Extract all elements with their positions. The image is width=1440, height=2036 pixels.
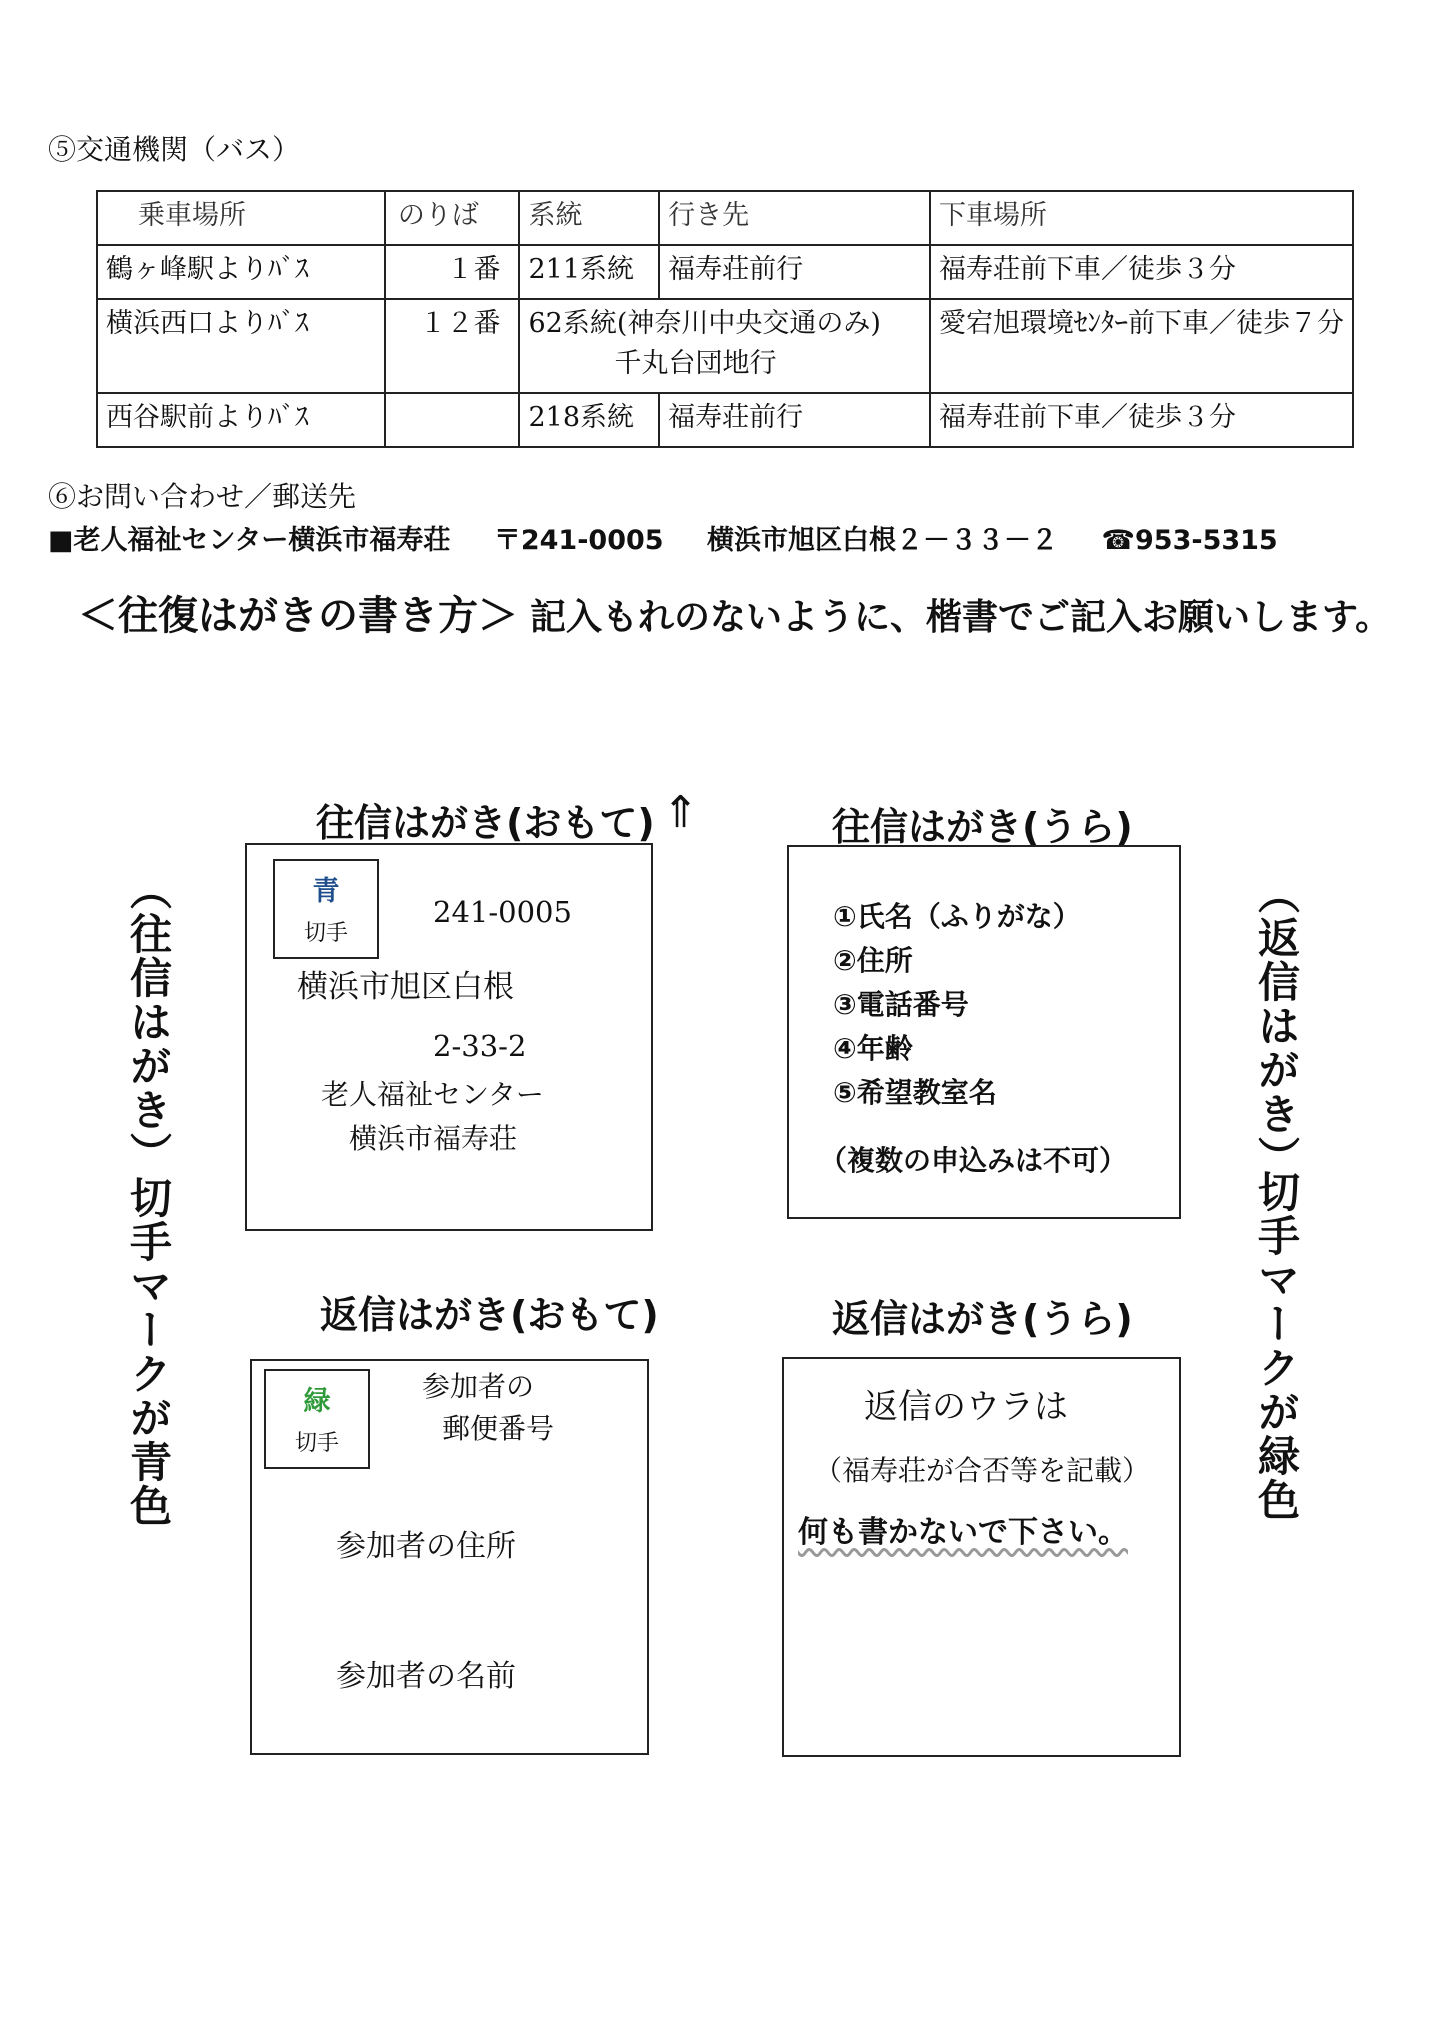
stamp-box-blue [273, 859, 379, 959]
row-bay [385, 393, 520, 447]
row-stop: 横浜西口よりﾊﾞｽ [97, 299, 385, 393]
table-row [97, 299, 1353, 393]
row-route: 62系統(神奈川中央交通のみ) [528, 308, 881, 339]
side-left-line1: （往信はがき） [124, 868, 173, 1176]
section5-heading: ⑤交通機関（バス） [48, 133, 301, 166]
list-item: ②住所 [833, 944, 913, 977]
side-right-line2: 切手マークが緑色 [1252, 1170, 1301, 1522]
contact-line [48, 518, 1278, 557]
row-stop: 西谷駅前よりﾊﾞｽ [97, 393, 385, 447]
row-destination: 福寿荘前行 [659, 245, 930, 299]
row-alight: 愛宕旭環境ｾﾝﾀｰ前下車／徒歩７分 [930, 299, 1353, 393]
row-alight: 福寿荘前下車／徒歩３分 [930, 245, 1353, 299]
outgoing-back-label: 往信はがき(うら) [832, 805, 1133, 849]
contact-postal: 〒241-0005 [493, 525, 664, 556]
section6-heading: ⑥お問い合わせ／郵送先 [48, 480, 357, 513]
reply-front-card [250, 1359, 649, 1755]
contact-org: ■老人福祉センター横浜市福寿荘 [48, 525, 451, 556]
table-row [97, 393, 1353, 447]
list-item: ④年齢 [833, 1032, 913, 1065]
row-bay: １２番 [385, 299, 520, 393]
reply-back-card [782, 1357, 1181, 1757]
outgoing-back-note: （複数の申込みは不可） [819, 1144, 1128, 1177]
stamp-color-label: 緑 [303, 1386, 331, 1417]
row-alight: 福寿荘前下車／徒歩３分 [930, 393, 1353, 447]
table-row [97, 245, 1353, 299]
participant-address: 参加者の住所 [336, 1529, 516, 1564]
row-route-destination [519, 299, 930, 393]
row-stop: 鶴ヶ峰駅よりﾊﾞｽ [97, 245, 385, 299]
row-destination: 福寿荘前行 [659, 393, 930, 447]
stamp-label: 切手 [294, 1431, 339, 1456]
side-left-line2: 切手マークが青色 [124, 1176, 173, 1528]
recipient-address1: 横浜市旭区白根 [297, 969, 514, 1005]
header-destination: 行き先 [659, 191, 930, 245]
outgoing-back-card [787, 845, 1181, 1219]
header-alight: 下車場所 [930, 191, 1353, 245]
turn-arrow-icon: ⇓ [662, 784, 699, 835]
recipient-postal: 241-0005 [433, 895, 572, 929]
outgoing-front-label: 往信はがき(おもて) [316, 801, 655, 845]
howto-subtitle: 記入もれのないように、楷書でご記入お願いします。 [530, 597, 1392, 638]
table-header-row [97, 191, 1353, 245]
reply-back-label: 返信はがき(うら) [832, 1297, 1133, 1341]
howto-title [78, 584, 1391, 641]
reply-front-label: 返信はがき(おもて) [320, 1293, 659, 1337]
recipient-address2: 2-33-2 [433, 1029, 527, 1063]
contact-address: 横浜市旭区白根２－３３－２ [706, 525, 1058, 556]
participant-name: 参加者の名前 [336, 1659, 516, 1694]
stamp-label: 切手 [303, 921, 348, 946]
howto-main-title: ＜往復はがきの書き方＞ [78, 593, 518, 639]
participant-postal-line1: 参加者の [422, 1370, 535, 1403]
list-item: ⑤希望教室名 [833, 1076, 997, 1109]
contact-phone: ☎953-5315 [1101, 525, 1278, 556]
row-route: 211系統 [519, 245, 659, 299]
header-route: 系統 [519, 191, 659, 245]
recipient-name1: 老人福祉センター [321, 1078, 544, 1111]
row-bay: １番 [385, 245, 520, 299]
header-bay: のりば [385, 191, 520, 245]
reply-back-line1: 返信のウラは [864, 1387, 1068, 1427]
reply-back-line3: 何も書かないで下さい。 [798, 1515, 1128, 1550]
side-right-line1: （返信はがき） [1252, 872, 1301, 1180]
row-route-sub: 千丸台団地行 [614, 348, 777, 379]
stamp-box-green [264, 1369, 370, 1469]
row-route: 218系統 [519, 393, 659, 447]
required-items-list [833, 895, 1081, 1115]
outgoing-front-card [245, 843, 653, 1231]
list-item: ①氏名（ふりがな） [833, 900, 1081, 933]
recipient-name2: 横浜市福寿荘 [349, 1122, 518, 1155]
header-stop: 乗車場所 [97, 191, 385, 245]
bus-table [96, 190, 1354, 448]
participant-postal-line2: 郵便番号 [442, 1412, 555, 1445]
list-item: ③電話番号 [833, 988, 969, 1021]
stamp-color-label: 青 [312, 876, 340, 907]
reply-back-line2: （福寿荘が合否等を記載） [814, 1454, 1151, 1487]
